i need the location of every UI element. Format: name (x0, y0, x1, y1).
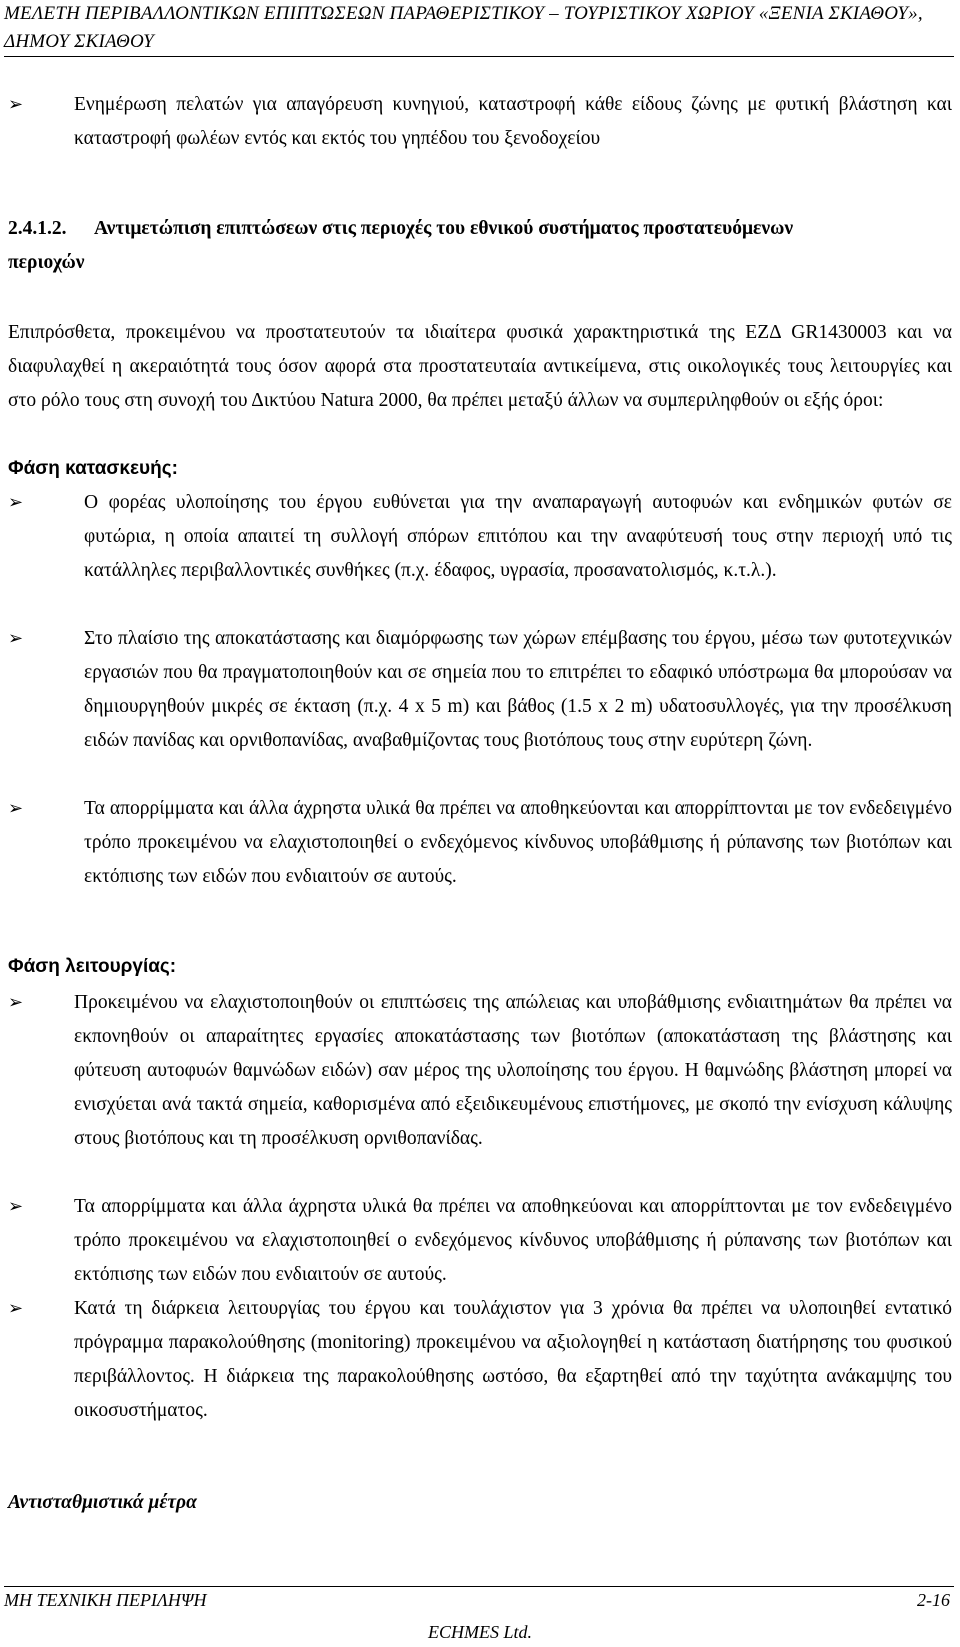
list-item (8, 792, 952, 894)
header-title-line2: ΔΗΜΟΥ ΣΚΙΑΘΟΥ (4, 31, 154, 52)
arrow-bullet-icon: ➢ (8, 628, 24, 649)
running-header (4, 0, 954, 56)
arrow-bullet-icon: ➢ (8, 992, 24, 1013)
list-item (8, 88, 952, 156)
header-divider (4, 56, 954, 57)
arrow-bullet-icon: ➢ (8, 94, 24, 115)
list-item-text: Ενημέρωση πελατών για απαγόρευση κυνηγιού, καταστροφή κάθε είδους ζώνης με φυτική βλάστηση και καταστροφή φωλέων εντός και εκτός του γηπέδου του ξενοδοχείου (74, 94, 952, 149)
arrow-bullet-icon: ➢ (8, 1196, 24, 1217)
footer-document-type: ΜΗ ΤΕΧΝΙΚΗ ΠΕΡΙΛΗΨΗ (4, 1590, 207, 1610)
section-title-line2: περιοχών (8, 252, 85, 273)
compensatory-measures-heading: Αντισταθμιστικά μέτρα (8, 1492, 197, 1513)
arrow-bullet-icon: ➢ (8, 1298, 24, 1319)
section-title-line1: Αντιμετώπιση επιπτώσεων στις περιοχές του εθνικού συστήματος προστατευόμενων (94, 218, 794, 239)
footer-company: ECHMES Ltd. (427, 1622, 532, 1642)
list-item (8, 1292, 952, 1428)
list-item-text: Στο πλαίσιο της αποκατάστασης και διαμόρφωσης των χώρων επέμβασης του έργου, μέσω των φυτοτεχνικών εργασιών που θα πραγματοποιηθούν και σε σημεία που το επιτρέπει το εδαφικό υπόστρωμα θα μπορούσαν να δημιουργηθούν μικρές σε έκταση (π.χ. 4 x 5 m) και βάθος (1.5 x 2 m) υδατοσυλλογές, για την προσέλκυση ειδών πανίδας και ορνιθοπανίδας, αναβαθμίζοντας τους βιοτόπους τους στην ευρύτερη ζώνη. (84, 628, 952, 751)
list-item-text: Τα απορρίμματα και άλλα άχρηστα υλικά θα πρέπει να αποθηκεύονται και απορρίπτονται με τον ενδεδειγμένο τρόπο προκειμένου να ελαχιστοποιηθεί ο ενδεχόμενος κίνδυνος υποβάθμισης ή ρύπανσης των βιοτόπων και εκτόπισης των ειδών που ενδιαιτούν σε αυτούς. (84, 798, 952, 887)
footer-divider (4, 1586, 954, 1587)
arrow-bullet-icon: ➢ (8, 798, 24, 819)
operation-phase-heading: Φάση λειτουργίας: (8, 956, 177, 977)
list-item-text: Τα απορρίμματα και άλλα άχρηστα υλικά θα πρέπει να αποθηκεύοναι και απορρίπτονται με τον ενδεδειγμένο τρόπο προκειμένου να ελαχιστοποιηθεί ο ενδεχόμενος κίνδυνος υποβάθμισης ή ρύπανσης των βιοτόπων και εκτόπισης των ειδών που ενδιαιτούν σε αυτούς. (74, 1196, 952, 1285)
list-item (8, 622, 952, 758)
section-number: 2.4.1.2. (8, 218, 67, 239)
intro-paragraph: Επιπρόσθετα, προκειμένου να προστατευτούν τα ιδιαίτερα φυσικά χαρακτηριστικά της ΕΖΔ GR1430003 και να διαφυλαχθεί η ακεραιότητά τους όσον αφορά στα προστατευταία αντικείμενα, στις οικολογικές τους λειτουργίες και στο ρόλο τους στη συνοχή του Δικτύου Natura 2000, θα πρέπει μεταξύ άλλων να συμπεριληφθούν οι εξής όροι: (8, 322, 952, 411)
section-heading (8, 212, 952, 280)
list-item-text: Προκειμένου να ελαχιστοποιηθούν οι επιπτώσεις της απώλειας και υποβάθμισης ενδιαιτημάτων θα πρέπει να εκπονηθούν οι απαραίτητες εργασίες αποκατάστασης των βιοτόπων (αποκατάσταση της βλάστησης και φύτευση αυτοφυών θαμνώδων ειδών) σαν μέρος της υλοποίησης του έργου. Η θαμνώδης βλάστηση μπορεί να ενισχύεται ανά τακτά σημεία, καθορισμένα από εξειδικευμένους επιστήμονες, με σκοπό την ενίσχυση κάλυψης στους βιοτόπους και τη προσέλκυση ορνιθοπανίδας. (74, 992, 952, 1149)
list-item (8, 486, 952, 588)
list-item-text: Ο φορέας υλοποίησης του έργου ευθύνεται για την αναπαραγωγή αυτοφυών και ενδημικών φυτών σε φυτώρια, η οποία απαιτεί τη συλλογή σπόρων επιτόπου και την αναφύτευσή τους στην περιοχή υπό τις κατάλληλες περιβαλλοντικές συνθήκες (π.χ. έδαφος, υγρασία, προσανατολισμός, κ.τ.λ.). (84, 492, 952, 581)
list-item (8, 986, 952, 1156)
page-number: 2-16 (917, 1590, 950, 1610)
list-item (8, 1190, 952, 1292)
list-item-text: Κατά τη διάρκεια λειτουργίας του έργου και τουλάχιστον για 3 χρόνια θα πρέπει να υλοποιηθεί εντατικό πρόγραμμα παρακολούθησης (monitoring) προκειμένου να αξιολογηθεί η κατάσταση διατήρησης του φυσικού περιβάλλοντος. Η διάρκεια της παρακολούθησης ωστόσο, θα εξαρτηθεί από την ταχύτητα ανάκαμψης του οικοσυστήματος. (74, 1298, 952, 1421)
construction-phase-heading: Φάση κατασκευής: (8, 458, 178, 479)
header-title-line1: ΜΕΛΕΤΗ ΠΕΡΙΒΑΛΛΟΝΤΙΚΩΝ ΕΠΙΠΤΩΣΕΩΝ ΠΑΡΑΘΕΡΙΣΤΙΚΟΥ – ΤΟΥΡΙΣΤΙΚΟΥ ΧΩΡΙΟΥ «ΞΕΝΙΑ ΣΚΙΑΘΟΥ», (4, 3, 923, 24)
arrow-bullet-icon: ➢ (8, 492, 24, 513)
